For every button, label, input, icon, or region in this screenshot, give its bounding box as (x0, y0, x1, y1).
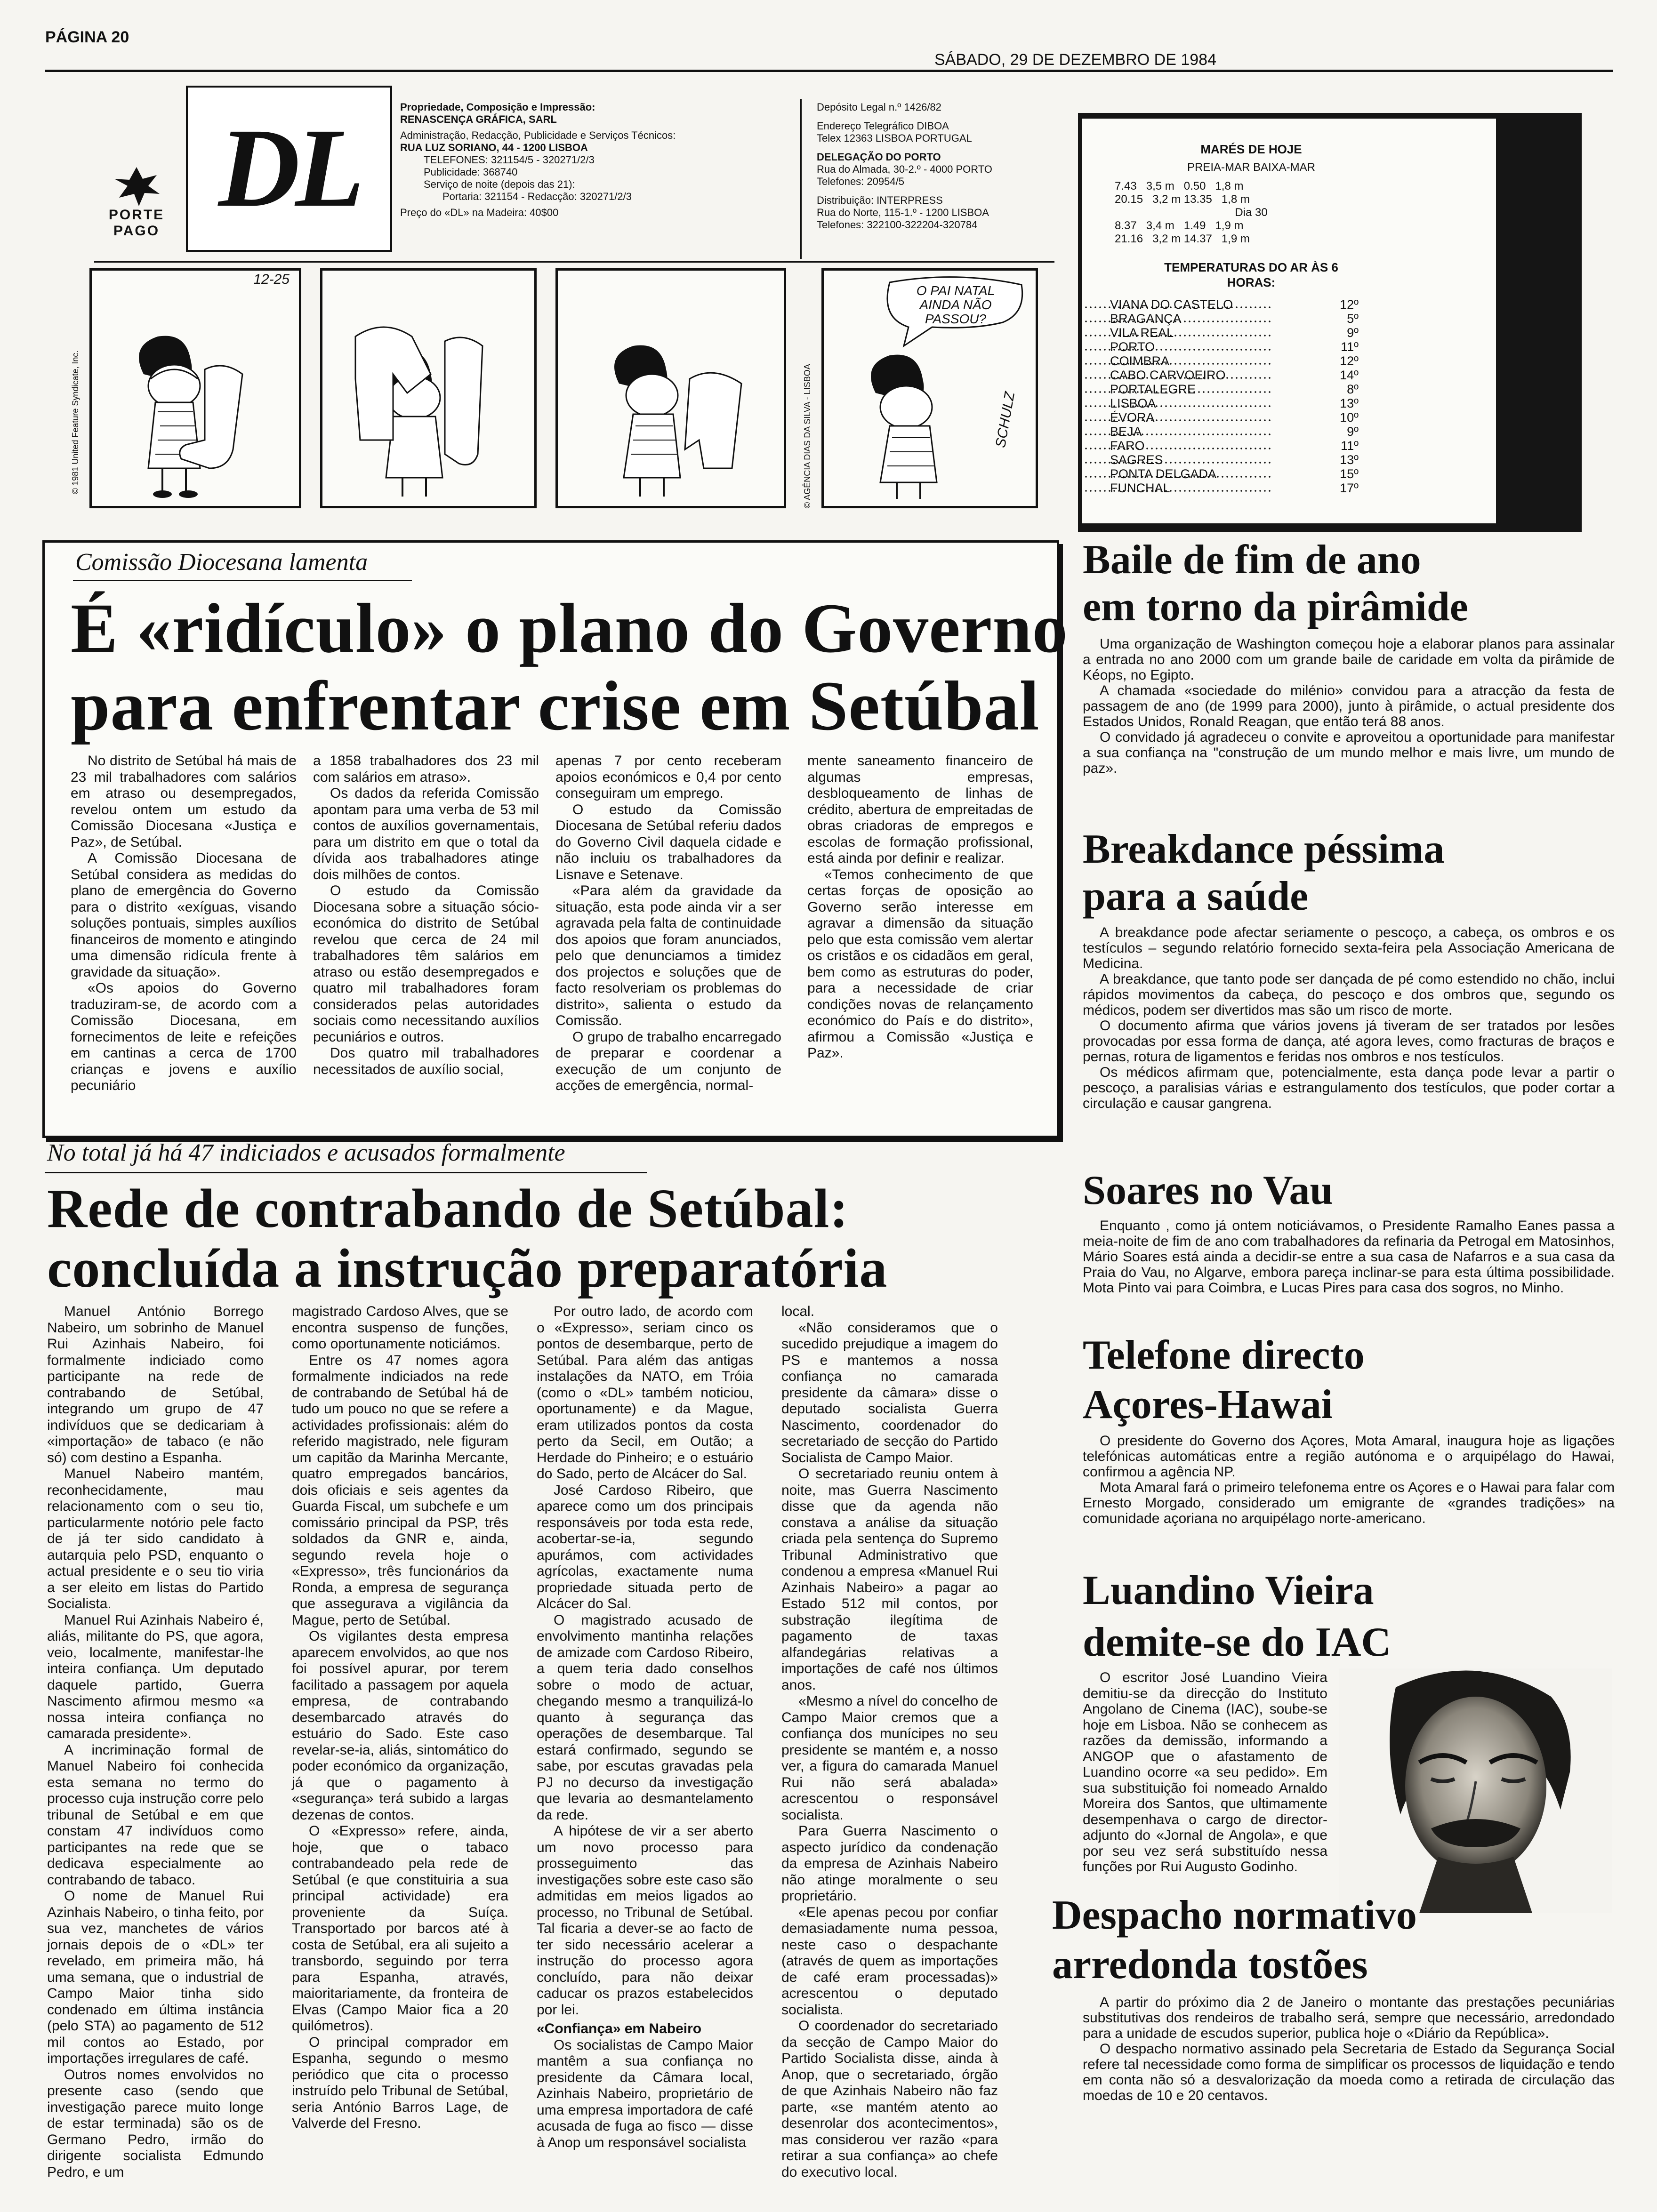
article2-paragraph: A hipótese de vir a ser aberto um novo processo para prosseguimento das investigações sobre este caso são admitidas em meios ligados ao processo, no Tribunal de Setúbal. Tal ficaria a dever-se ao facto de ter sido necessário acelerar a instrução do processo agora concluído, para não deixar caducar os prazos estabelecidos por lei. (537, 1823, 753, 2018)
owner-line: Propriedade, Composição e Impressão: (400, 101, 595, 113)
portrait-illustration (1339, 1668, 1612, 1913)
article2-paragraph: Para Guerra Nascimento o aspecto jurídico da condenação da empresa de Azinhais Nabeiro não atinge moralmente o seu proprietário. (781, 1823, 998, 1904)
article2-paragraph: Entre os 47 nomes agora formalmente indiciados na rede de contrabando de Setúbal há de tudo um pouco no que se refere a actividades profissionais: além do referido magistrado, nele figuram um capitão da Marinha Mercante, quatro empregados bancários, dois oficiais e seis agentes da Guarda Fiscal, um subchefe e um comissário principal da PSP, três soldados da GNR e, ainda, segundo revela hoje o «Expresso», três funcionários da Ronda, a empresa de segurança que assegurava a vigilância da Mague, perto de Setúbal. (292, 1352, 508, 1628)
city-name: COIMBRA (1082, 354, 1272, 368)
article1-paragraph: A Comissão Diocesana de Setúbal considera as medidas do plano de emergência do Governo para o distrito «exíguas, visando soluções pontuais, simples auxílios financeiros de momento e atingindo uma dimensão ridícula frente à gravidade da situação». (71, 850, 297, 980)
weather-inner (1082, 119, 1496, 523)
deposit-line: Endereço Telegráfico DIBOA (817, 120, 949, 132)
temperature-row (1082, 312, 1360, 326)
comic-panel-3 (555, 268, 786, 508)
temperature-row (1082, 354, 1360, 368)
temperature-row (1082, 481, 1360, 495)
article1-col (71, 753, 297, 1094)
comic-panel-4 (821, 268, 1038, 508)
sidebar-paragraph: O escritor José Luandino Vieira demitiu-se da direcção do Instituto Angolano de Cinema (IAC), soube-se hoje em Lisboa. Não se conhecem as razões da demissão, informando a ANGOP que o afastamento de Luandino ocorre «a seu pedido». Em sua substituição foi nomeado Arnaldo Moreira dos Santos, que ultimamente desempenhava o cargo de director-adjunto do «Jornal de Angola», e que por seu vez será substituído nessa funções por Rui Augusto Godinho. (1083, 1670, 1327, 1875)
city-temperature: 17º (1340, 481, 1359, 495)
comic-speech-text: O PAI NATAL AINDA NÃO PASSOU? (916, 283, 995, 326)
page-number: PÁGINA 20 (45, 28, 129, 46)
article2-paragraph: Por outro lado, de acordo com o «Expresso», seriam cinco os pontos de desembarque, perto de Setúbal. Para além das antigas instalações da NATO, em Tróia (como o «DL» também noticiou, oportunamente) e da Mague, eram utilizados pontos da costa perto da Secil, em Outão; a Herdade do Pinheiro; e o estuário do Sado, perto de Alcácer do Sal. (537, 1304, 753, 1482)
sidebar-headline: para a saúde (1083, 874, 1309, 919)
comic-date-code: 12-25 (253, 272, 290, 287)
lucy-holding-jumper-illustration (558, 271, 784, 506)
article1-kicker: Comissão Diocesana lamenta (75, 549, 368, 576)
article1-paragraph: Os dados da referida Comissão apontam para uma verba de 53 mil contos de auxílios governamentais, para um distrito em que o total da dívida aos trabalhadores atinge dois milhões de contos. (313, 785, 539, 882)
sidebar-paragraph: A partir do próximo dia 2 de Janeiro o montante das prestações pecuniárias substitutivas dos rendeiros de trabalho será, sempre que necessário, arredondado para a unidade de escudos superior, publica hoje o «Diário da República». (1083, 1995, 1615, 2041)
article2-paragraph: Outros nomes envolvidos no presente caso (sendo que investigação parece muito longe de estar terminada) são os de Germano Pedro, irmão do dirigente socialista Edmundo Pedro, e um (47, 2067, 264, 2180)
temperature-row (1082, 396, 1360, 410)
sidebar-story (1083, 925, 1615, 1111)
dl-logo: DL (218, 105, 360, 230)
article1-headline: para enfrentar crise em Setúbal (71, 667, 1040, 745)
temps-table (1082, 297, 1360, 495)
weather-box (1078, 113, 1582, 532)
article2-kicker: No total já há 47 indiciados e acusados formalmente (47, 1139, 565, 1166)
porte-pago: PORTE PAGO (108, 207, 165, 239)
sidebar-headline: Açores-Hawai (1083, 1382, 1333, 1427)
article2-col (47, 1304, 264, 2180)
temperature-row (1082, 297, 1360, 312)
article1-paragraph: O estudo da Comissão Diocesana sobre a situação sócio-económica do distrito de Setúbal revelou que cerca de 24 mil trabalhadores têm salários em atraso ou estão desempregados e quatro mil trabalhadores foram considerados pelas autoridades sociais como necessitando auxílios pecuniários e outros. (313, 883, 539, 1045)
city-temperature: 11º (1341, 340, 1359, 354)
city-temperature: 15º (1340, 467, 1359, 481)
article2-paragraph: O secretariado reuniu ontem à noite, mas Guerra Nascimento disse que da agenda não constava a análise da situação criada pela sentença do Supremo Tribunal Administrativo que condenou a empresa «Manuel Rui Azinhais Nabeiro» a pagar ao Estado 512 mil contos, por substração ilegítima de pagamento de taxas alfandegárias relativas a importações de café nos últimos anos. (781, 1466, 998, 1693)
temperature-row (1082, 453, 1360, 467)
article1-paragraph: «Os apoios do Governo traduziram-se, de acordo com a Comissão Diocesana, em fornecimentos de leite e refeições em cantinas a cerca de 1700 crianças e jovens e auxílio pecuniário (71, 980, 297, 1093)
sidebar-headline: demite-se do IAC (1083, 1619, 1392, 1665)
article2-subhead: «Confiança» em Nabeiro (537, 2021, 702, 2036)
sidebar-headline: Baile de fim de ano (1083, 537, 1421, 583)
article1-paragraph: «Temos conhecimento de que certas forças de oposição ao Governo serão interesse em agravar a dimensão da situação pelo que esta comissão vem alertar os cristãos e os cidadãos em geral, bem como as estruturas do poder, para a necessidade de criar condições novas de relançamento económico do País e do distrito», afirmou a Comissão «Justiça e Paz». (807, 866, 1033, 1061)
city-name: FARO (1082, 439, 1272, 453)
masthead-rule (94, 261, 1054, 263)
deposit-line: Distribuição: INTERPRESS (817, 194, 943, 206)
article1-paragraph: «Para além da gravidade da situação, esta pode ainda vir a ser agravada pela falta de continuidade dos apoios que foram anunciados, pelo que denunciamos a timidez dos projectos e soluções que de facto resolveriam os problemas do distrito», salienta o estudo da Comissão. (555, 883, 781, 1028)
article1-paragraph: O estudo da Comissão Diocesana de Setúbal referiu dados do Governo Civil daquela cidade e não incluiu os trabalhadores da Lisnave e Setenave. (555, 801, 781, 882)
temperature-row (1082, 439, 1360, 453)
article1-paragraph: O grupo de trabalho encarregado de preparar e coordenar a execução de um conjunto de acções de emergência, normal- (555, 1029, 781, 1093)
city-temperature: 9º (1347, 326, 1359, 340)
header-rule (45, 70, 1613, 72)
sidebar-paragraph: A breakdance pode afectar seriamente o pescoço, a cabeça, os ombros e os testículos – segundo relatório fornecido sexta-feira pela Associação Americana de Medicina. (1083, 925, 1615, 971)
sidebar-story (1083, 1995, 1615, 2103)
sidebar-story (1083, 1670, 1327, 1875)
sidebar-headline: Luandino Vieira (1083, 1568, 1374, 1613)
page-date: SÁBADO, 29 DE DEZEMBRO DE 1984 (934, 51, 1216, 69)
tides-row: 7.43 3,5 m 0.50 1,8 m (1115, 180, 1244, 192)
article2-paragraph: O principal comprador em Espanha, segundo o mesmo periódico que cita o processo instruído pelo Tribunal de Setúbal, seria António Barros Lage, de Valverde del Fresno. (292, 2034, 508, 2131)
sidebar-paragraph: O presidente do Governo dos Açores, Mota Amaral, inaugura hoje as ligações telefónicas automáticas entre a região autónoma e o arquipélago do Hawai, confirmou a agência NP. (1083, 1433, 1615, 1480)
city-name: BRAGANÇA (1082, 312, 1272, 326)
city-name: LISBOA (1082, 396, 1272, 410)
article1-col (313, 753, 539, 1078)
article1-headline: É «ridículo» o plano do Governo (71, 589, 1068, 667)
deposit-line: Rua do Almada, 30-2.º - 4000 PORTO (817, 163, 992, 175)
article2-headline: Rede de contrabando de Setúbal: (47, 1178, 849, 1239)
city-temperature: 5º (1347, 312, 1359, 326)
temps-list (1082, 297, 1360, 495)
temperature-row (1082, 340, 1360, 354)
lucy-holding-stocking-illustration (92, 271, 299, 506)
city-temperature: 8º (1347, 382, 1359, 396)
city-temperature: 10º (1340, 410, 1359, 425)
city-temperature: 12º (1340, 354, 1359, 368)
article1-paragraph: No distrito de Setúbal há mais de 23 mil trabalhadores com salários em atraso ou desempregados, revelou ontem um estudo da Comissão Diocesana «Justiça e Paz», de Setúbal. (71, 753, 297, 850)
temperature-row (1082, 467, 1360, 481)
article1-paragraph: apenas 7 por cento receberam apoios económicos e 0,4 por cento conseguiram um emprego. (555, 753, 781, 801)
article2-col (781, 1304, 998, 2180)
article2-paragraph: magistrado Cardoso Alves, que se encontra suspenso de funções, como oportunamente noticiámos. (292, 1304, 508, 1352)
sidebar-paragraph: O documento afirma que vários jovens já tiveram de ser tratados por lesões provocadas por essa forma de dança, até agora leves, como fracturas de braços e pernas, rotura de ligamentos e feridas nos ombros e nos testículos. (1083, 1018, 1615, 1065)
article2-paragraph: Os socialistas de Campo Maior mantêm a sua confiança no presidente da Câmara local, Azinhais Nabeiro, proprietário de uma empresa importadora de café acusada de fuga ao fisco — disse à Anop um responsável socialista (537, 2037, 753, 2150)
sidebar-headline: Soares no Vau (1083, 1168, 1333, 1213)
deposit-line: Telefones: 20954/5 (817, 176, 904, 187)
temperature-row (1082, 382, 1360, 396)
article2-paragraph: O magistrado acusado de envolvimento mantinha relações de amizade com Cardoso Ribeiro, a quem teria dado conselhos sobre o modo de actuar, chegando mesmo a tranquilizá-lo quanto à segurança das operações de desembarque. Tal estará confirmado, segundo se sabe, por escutas gravadas pela PJ no decurso da investigação que levaria ao desmantelamento da rede. (537, 1612, 753, 1823)
tides-header: PREIA-MAR BAIXA-MAR (1187, 161, 1316, 174)
tides-row: 21.16 3,2 m 14.37 1,9 m (1115, 232, 1250, 245)
temperature-row (1082, 326, 1360, 340)
city-temperature: 9º (1347, 425, 1359, 439)
city-name: PORTO (1082, 340, 1272, 354)
lucy-holding-sweater-illustration (322, 271, 534, 506)
article2-col (537, 1304, 753, 2151)
article1-col (807, 753, 1033, 1062)
temps-title: TEMPERATURAS DO AR ÀS 6 HORAS: (1164, 260, 1338, 289)
article2-paragraph: O nome de Manuel Rui Azinhais Nabeiro, o tinha feito, por sua vez, manchetes de vários jornais depois de o «DL» ter revelado, em primeira mão, há uma semana, que o industrial de Campo Maior tinha sido condenado em última instância (pelo STA) ao pagamento de 512 mil contos ao Estado, por importações irregulares de café. (47, 1888, 264, 2066)
sidebar-paragraph: A chamada «sociedade do milénio» convidou para a atracção da festa de passagem de ano (de 1999 para 2000), junto à pirâmide, o actual presidente dos Estados Unidos, Ronald Reagan, que então terá 88 anos. (1083, 683, 1615, 729)
sidebar-headline: Despacho normativo (1052, 1892, 1417, 1938)
article2-paragraph: Manuel Nabeiro mantém, reconhecidamente, mau relacionamento com o seu tio, particularmente notório pele facto de já ter sido candidato à autarquia pelo PSD, enquanto o actual presidente e o seu tio viria a ser eleito em listas do Partido Socialista. (47, 1466, 264, 1611)
sidebar-paragraph: Enquanto , como já ontem noticiávamos, o Presidente Ramalho Eanes passa a meia-noite de fim de ano com trabalhadores da refinaria da Petrogal em Matosinhos, Mário Soares está ainda a decidir-se entre a sua casa de Nafarros e a sua casa da Praia do Vau, no Algarve, embora pareça inclinar-se para esta última possibilidade. Mota Pinto vai para Coimbra, e Lucas Pires para casa dos sogros, no Minho. (1083, 1218, 1615, 1296)
sidebar-story (1083, 636, 1615, 776)
article1-paragraph: mente saneamento financeiro de algumas empresas, desbloqueamento de linhas de crédito, abertura de empreitadas de obras criadoras de empregos e escolas de formação profissional, está ainda por definir e realizar. (807, 753, 1033, 866)
owner-info (400, 101, 767, 219)
city-temperature: 14º (1340, 368, 1359, 382)
portrait-photo (1339, 1668, 1612, 1913)
article1-col (555, 753, 781, 1094)
article2-paragraph: Os vigilantes desta empresa aparecem envolvidos, ao que nos foi possível apurar, por terem facilitado a passagem por aquela empresa, de contrabando desembarcado através do estuário do Sado. Este caso revelar-se-ia, aliás, sintomático do poder económico da organização, já que o pagamento à «segurança» terá subido a largas dezenas de contos. (292, 1628, 508, 1823)
comic-panel-2 (320, 268, 537, 508)
temperature-row (1082, 368, 1360, 382)
sidebar-paragraph: Uma organização de Washington começou hoje a elaborar planos para assinalar a entrada no ano 2000 com um grande baile de caridade em volta da pirâmide de Kéops, no Egipto. (1083, 636, 1615, 683)
article2-headline: concluída a instrução preparatória (47, 1237, 888, 1299)
city-temperature: 13º (1340, 396, 1359, 410)
sidebar-paragraph: O convidado já agradeceu o convite e aproveitou a oportunidade para manifestar a sua confiança na "construção de um mundo melhor e mais livre, um mundo de paz». (1083, 729, 1615, 776)
tides-row: 20.15 3,2 m 13.35 1,8 m (1115, 193, 1250, 206)
sidebar-headline: arredonda tostões (1052, 1942, 1368, 1988)
deposit-line: Rua do Norte, 115-1.º - 1200 LISBOA (817, 207, 989, 218)
deposit-info (817, 101, 1052, 231)
logo-box (186, 86, 392, 252)
comic-panel-1 (89, 268, 301, 508)
city-name: VILA REAL (1082, 326, 1272, 340)
article1-kicker-rule (73, 580, 412, 581)
comic-signature: SCHULZ (992, 390, 1018, 449)
owner-line: Publicidade: 368740 (424, 166, 518, 178)
article2-paragraph: «Não consideramos que o sucedido prejudique a imagem do PS e mantemos a nossa confiança no camarada presidente da câmara» disse o deputado socialista Guerra Nascimento, coordenador do secretariado de secção do Partido Socialista de Campo Maior. (781, 1320, 998, 1466)
deposit-line: DELEGAÇÃO DO PORTO (817, 151, 941, 163)
masthead-divider (800, 99, 802, 259)
article1-paragraph: a 1858 trabalhadores dos 23 mil com salários em atraso». (313, 753, 539, 785)
deposit-line: Telefones: 322100-322204-320784 (817, 219, 978, 231)
owner-line: Portaria: 321154 - Redacção: 320271/2/3 (442, 191, 632, 202)
city-name: CABO CARVOEIRO (1082, 368, 1272, 382)
sidebar-paragraph: Mota Amaral fará o primeiro telefonema entre os Açores e o Hawai para falar com Ernesto Morgado, considerado um emigrante de «grandes tradições» na comunidade açoriana no arquipélago norte-americano. (1083, 1480, 1615, 1526)
article2-paragraph: Manuel António Borrego Nabeiro, um sobrinho de Manuel Rui Azinhais Nabeiro, foi formalmente indiciado como participante na rede de contrabando de Setúbal, integrando um grupo de 47 indivíduos que se dedicariam à «importação» de tabaco (e não só) com destino a Espanha. (47, 1304, 264, 1466)
city-temperature: 12º (1340, 297, 1359, 312)
sidebar-headline: Telefone directo (1083, 1332, 1365, 1378)
sidebar-headline: em torno da pirâmide (1083, 584, 1468, 630)
city-name: ÉVORA (1082, 410, 1272, 425)
comic-agency: © AGÊNCIA DIAS DA SILVA - LISBOA (803, 364, 812, 508)
tides-row: 8.37 3,4 m 1.49 1,9 m (1115, 219, 1244, 232)
city-name: SAGRES (1082, 453, 1272, 467)
city-name: PONTA DELGADA (1082, 467, 1272, 481)
temperature-row (1082, 425, 1360, 439)
city-temperature: 11º (1341, 439, 1359, 453)
tides-row: Dia 30 (1235, 206, 1268, 219)
temperature-row (1082, 410, 1360, 425)
article2-paragraph: local. (781, 1304, 815, 1319)
tides-title: MARÉS DE HOJE (1200, 142, 1302, 156)
city-name: PORTALEGRE (1082, 382, 1272, 396)
article2-paragraph: O coordenador do secretariado da secção de Campo Maior do Partido Socialista disse, ainda à Anop, que o secretariado, órgão de que Azinhais Nabeiro não faz parte, «se mantém atento ao desenrolar dos acontecimentos», mas considerou ver razão «para retirar a sua confiança» ao chefe do executivo local. (781, 2018, 998, 2180)
article1-paragraph: Dos quatro mil trabalhadores necessitados de auxílio social, (313, 1045, 539, 1077)
owner-line: Serviço de noite (depois das 21): (424, 178, 575, 190)
owner-line: RENASCENÇA GRÁFICA, SARL (400, 113, 557, 125)
sidebar-story (1083, 1433, 1615, 1526)
city-name: BEJA (1082, 425, 1272, 439)
article2-paragraph: Manuel Rui Azinhais Nabeiro é, aliás, militante do PS, que agora, veio, localmente, manifestar-lhe inteira confiança. Um deputado daquele partido, Guerra Nascimento afirmou mesmo «a nossa inteira confiança no camarada presidente». (47, 1612, 264, 1741)
article2-kicker-rule (45, 1172, 647, 1173)
sidebar-paragraph: A breakdance, que tanto pode ser dançada de pé como estendido no chão, inclui rápidos movimentos da cabeça, do pescoço e dos ombros que, segundo os médicos, podem ser divertidos mas são um risco de morte. (1083, 971, 1615, 1018)
sidebar-paragraph: O despacho normativo assinado pela Secretaria de Estado da Segurança Social refere tal necessidade como forma de simplificar os processos de liquidação e tendo em conta não só a desvalorização da moeda como a retirada de circulação das moedas de 10 e 20 centavos. (1083, 2041, 1615, 2103)
article2-paragraph: O «Expresso» refere, ainda, hoje, que o tabaco contrabandeado pela rede de Setúbal (e que constituiria a sua principal actividade) era proveniente da Suíça. Transportado por barcos até à costa de Setúbal, era ali sujeito a transbordo, seguindo por terra para Espanha, através, maioritariamente, da fronteira de Elvas (Campo Maior fica a 20 quilómetros). (292, 1823, 508, 2034)
city-name: VIANA DO CASTELO (1082, 297, 1272, 312)
city-temperature: 13º (1340, 453, 1359, 467)
owner-line: Administração, Redacção, Publicidade e Serviços Técnicos: (400, 129, 676, 141)
deposit-line: Telex 12363 LISBOA PORTUGAL (817, 132, 972, 144)
article2-paragraph: «Mesmo a nível do concelho de Campo Maior cremos que a confiança dos munícipes no seu presidente se mantém e, a nosso ver, a figura do camarada Manuel Rui não será abalada» acrescentou o responsável socialista. (781, 1693, 998, 1823)
sidebar-paragraph: Os médicos afirmam que, potencialmente, esta dança pode levar a partir o pescoço, a paralisias várias e estrangulamento dos testículos, que poder cortar a circulação e causar gangrena. (1083, 1065, 1615, 1111)
comic-copyright: © 1981 United Feature Syndicate, Inc. (71, 350, 80, 494)
article2-col (292, 1304, 508, 2132)
article2-paragraph: José Cardoso Ribeiro, que aparece como um dos principais responsáveis por toda esta rede, acobertar-se-ia, segundo apurámos, com actividades agrícolas, exactamente numa propriedade situada perto de Alcácer do Sal. (537, 1482, 753, 1611)
owner-line: TELEFONES: 321154/5 - 320271/2/3 (424, 154, 595, 166)
stamp-icon (111, 165, 162, 207)
owner-line: Preço do «DL» na Madeira: 40$00 (400, 207, 559, 218)
article2-paragraph: A incriminação formal de Manuel Nabeiro foi conhecida esta semana no termo do processo cuja instrução corre pelo tribunal de Setúbal e em que constam 47 indivíduos como participantes na rede que se dedicava especialmente ao contrabando de tabaco. (47, 1742, 264, 1888)
article2-paragraph: «Ele apenas pecou por confiar demasiadamente numa pessoa, neste caso o despachante (através de quem as importações de café eram processadas)» acrescentou o deputado socialista. (781, 1904, 998, 2018)
deposit-line: Depósito Legal n.º 1426/82 (817, 101, 941, 113)
sidebar-story (1083, 1218, 1615, 1296)
sidebar-headline: Breakdance péssima (1083, 826, 1445, 872)
owner-line: RUA LUZ SORIANO, 44 - 1200 LISBOA (400, 142, 588, 153)
city-name: FUNCHAL (1082, 481, 1272, 495)
